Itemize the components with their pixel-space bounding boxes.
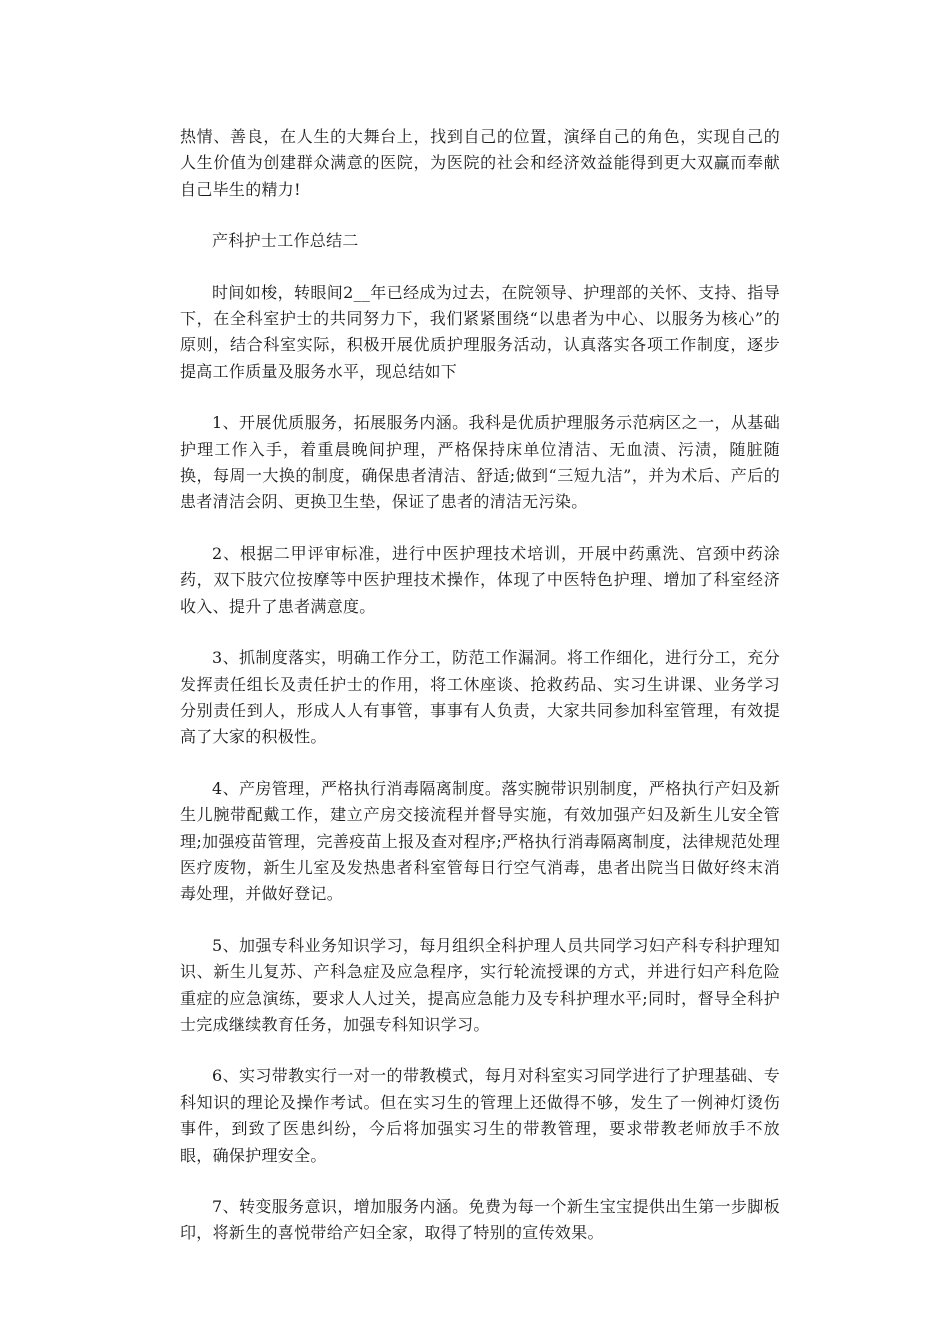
paragraph-item-4: 4、产房管理，严格执行消毒隔离制度。落实腕带识别制度，严格执行产妇及新生儿腕带配戴工作，建立产房交接流程并督导实施，有效加强产妇及新生儿安全管理;加强疫苗管理，完善疫苗上报及查对程序;严格执行消毒隔离制度，法律规范处理医疗废物，新生儿室及发热患者科室管每日行空气消毒，患者出院当日做好终末消毒处理，并做好登记。 <box>180 778 780 904</box>
document-body <box>180 124 780 1247</box>
paragraph-intro: 时间如梭，转眼间2__年已经成为过去，在院领导、护理部的关怀、支持、指导下，在全科室护士的共同努力下，我们紧紧围绕“以患者为中心、以服务为核心”的原则，结合科室实际，积极开展优质护理服务活动，认真落实各项工作制度，逐步提高工作质量及服务水平，现总结如下 <box>180 282 780 381</box>
paragraph-item-3: 3、抓制度落实，明确工作分工，防范工作漏洞。将工作细化，进行分工，充分发挥责任组长及责任护士的作用，将工休座谈、抢救药品、实习生讲课、业务学习分别责任到人，形成人人有事管，事事有人负责，大家共同参加科室管理，有效提高了大家的积极性。 <box>180 648 780 747</box>
paragraph-item-7: 7、转变服务意识，增加服务内涵。免费为每一个新生宝宝提供出生第一步脚板印，将新生的喜悦带给产妇全家，取得了特别的宣传效果。 <box>180 1197 780 1243</box>
paragraph-item-5: 5、加强专科业务知识学习，每月组织全科护理人员共同学习妇产科专科护理知识、新生儿复苏、产科急症及应急程序，实行轮流授课的方式，并进行妇产科危险重症的应急演练，要求人人过关，提高应急能力及专科护理水平;同时，督导全科护士完成继续教育任务，加强专科知识学习。 <box>180 935 780 1034</box>
paragraph-closing-text: 热情、善良，在人生的大舞台上，找到自己的位置，演绎自己的角色，实现自己的人生价值为创建群众满意的医院，为医院的社会和经济效益能得到更大双赢而奉献自己毕生的精力! <box>180 127 780 199</box>
paragraph-item-1: 1、开展优质服务，拓展服务内涵。我科是优质护理服务示范病区之一，从基础护理工作入手，着重晨晚间护理，严格保持床单位清洁、无血渍、污渍，随脏随换，每周一大换的制度，确保患者清洁、舒适;做到“三短九洁”，并为术后、产后的患者清洁会阴、更换卫生垫，保证了患者的清洁无污染。 <box>180 413 780 512</box>
paragraph-item-6: 6、实习带教实行一对一的带教模式，每月对科室实习同学进行了护理基础、专科知识的理论及操作考试。但在实习生的管理上还做得不够，发生了一例神灯烫伤事件，到致了医患纠纷，今后将加强实习生的带教管理，要求带教老师放手不放眼，确保护理安全。 <box>180 1066 780 1165</box>
paragraph-item-2: 2、根据二甲评审标准，进行中医护理技术培训，开展中药熏洗、宫颈中药涂药，双下肢穴位按摩等中医护理技术操作，体现了中医特色护理、增加了科室经济收入、提升了患者满意度。 <box>180 543 780 616</box>
section-heading: 产科护士工作总结二 <box>212 231 359 251</box>
